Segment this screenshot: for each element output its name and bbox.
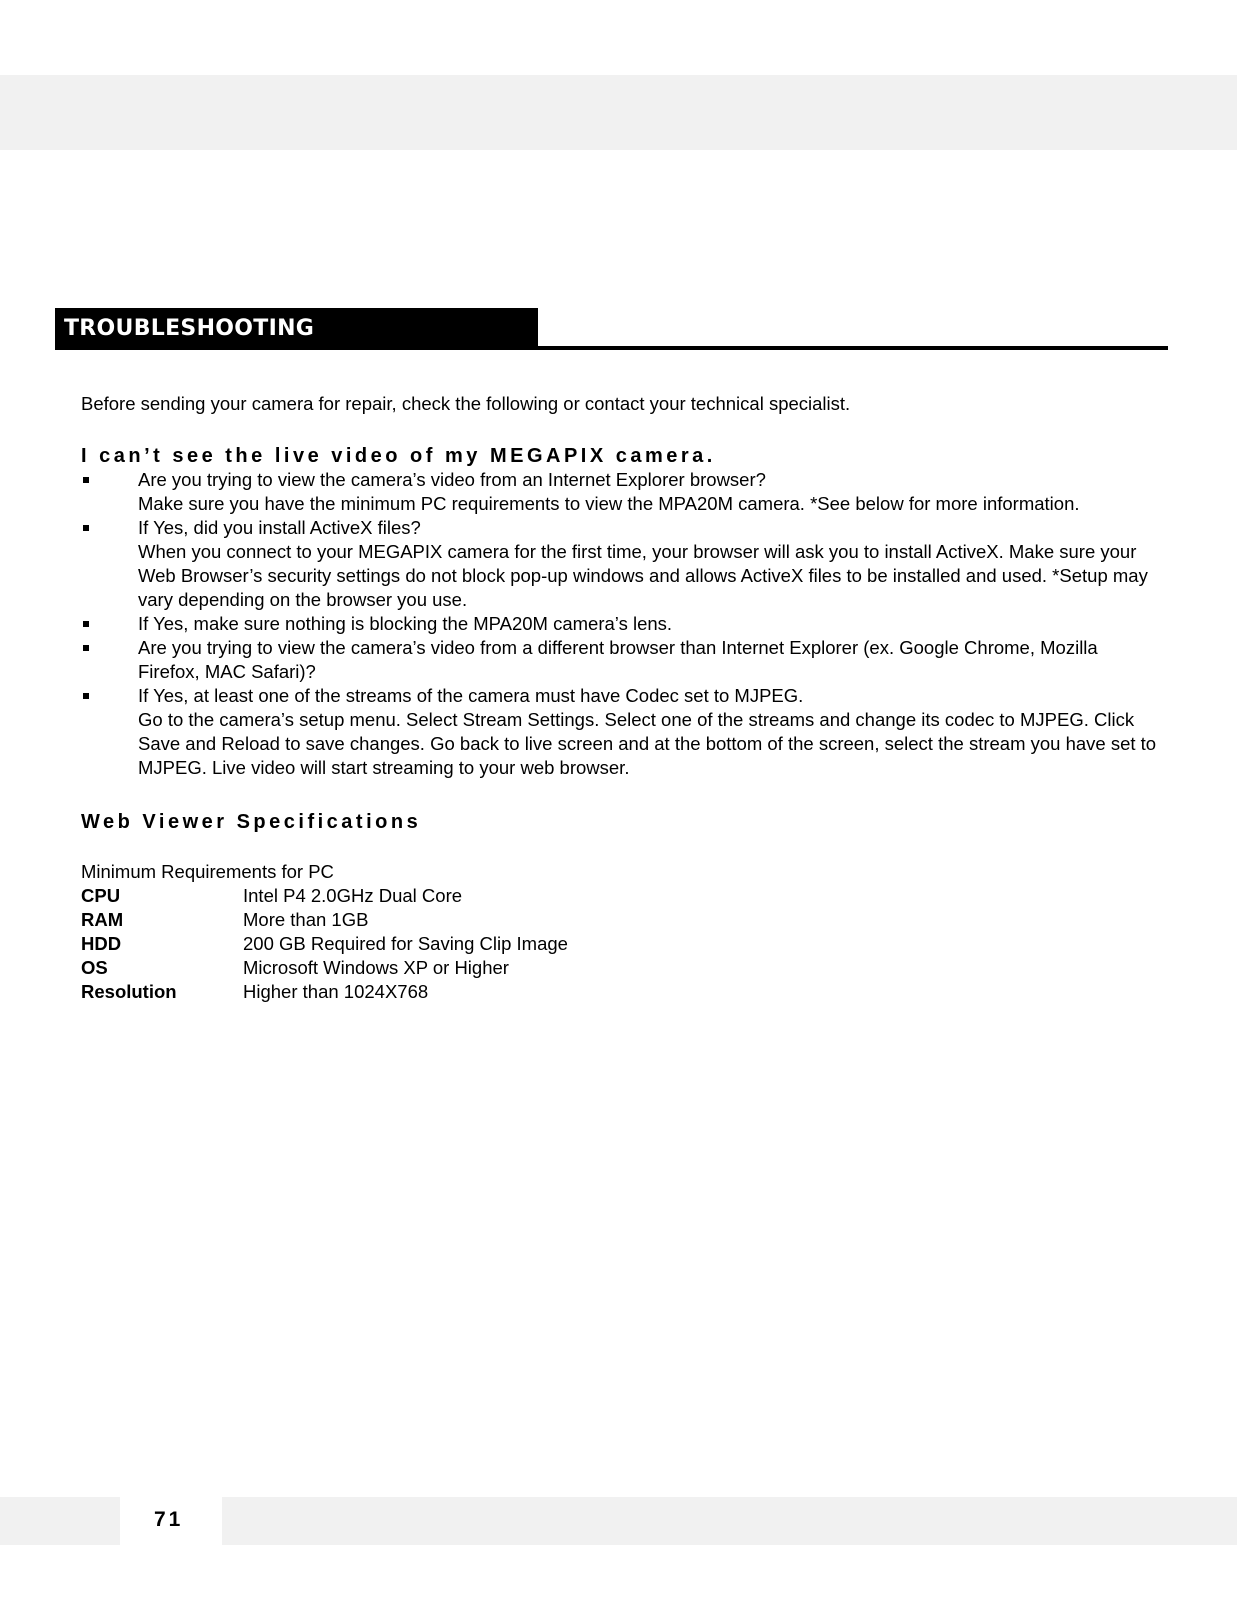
requirements-title: Minimum Requirements for PC [81,861,334,882]
spec-value: 200 GB Required for Saving Clip Image [243,933,568,954]
table-row [81,956,568,980]
spec-key: HDD [81,933,122,954]
bullet-icon [83,693,89,699]
list-item [81,468,1161,516]
list-item [81,612,1161,636]
bullet-icon [83,645,89,651]
spec-value: Higher than 1024X768 [243,981,429,1002]
spec-key: OS [81,957,108,978]
list-item [81,636,1161,684]
main-content [81,392,1161,1004]
bullet-icon [83,477,89,483]
section-title: TROUBLESHOOTING [55,308,538,350]
footer-band-left [0,1497,120,1545]
bullet-icon [83,525,89,531]
spec-key: CPU [81,885,121,906]
specs-heading: Web Viewer Specifications [81,811,422,833]
specs-table [81,884,568,1004]
spec-value: Microsoft Windows XP or Higher [243,957,509,978]
intro-text: Before sending your camera for repair, check the following or contact your technical specialist. [81,393,851,414]
tips-list [81,468,1161,780]
tip-main: If Yes, did you install ActiveX files? [138,517,421,538]
tip-main: If Yes, at least one of the streams of the camera must have Codec set to MJPEG. [138,685,804,706]
table-row [81,980,568,1004]
spec-value: Intel P4 2.0GHz Dual Core [243,885,463,906]
footer-band-right [222,1497,1237,1545]
list-item [81,684,1161,780]
top-band [0,75,1237,150]
question-heading: I can’t see the live video of my MEGAPIX camera. [81,445,716,467]
table-row [81,908,568,932]
tip-main: Are you trying to view the camera’s video from a different browser than Internet Explorer (ex. Google Chrome, Mozilla Firefox, MAC Safari)? [138,637,1098,682]
spec-key: Resolution [81,981,177,1002]
table-row [81,932,568,956]
list-item [81,516,1161,612]
tip-detail: Go to the camera’s setup menu. Select Stream Settings. Select one of the streams and change its codec to MJPEG. Click Save and Reload to save changes. Go back to live screen and at the bottom of the screen, select the stream you have set to MJPEG. Live video will start streaming to your web browser. [138,709,1157,778]
table-row [81,884,568,908]
spec-value: More than 1GB [243,909,369,930]
section-header [55,308,1168,350]
tip-detail: When you connect to your MEGAPIX camera for the first time, your browser will ask you to install ActiveX. Make sure your Web Browser’s security settings do not block pop-up windows and allows ActiveX files to be installed and used. *Setup may vary depending on the browser you use. [138,541,1148,610]
spec-key: RAM [81,909,124,930]
section-rule [538,346,1168,350]
tip-detail: Make sure you have the minimum PC requirements to view the MPA20M camera. *See below for more information. [138,493,1080,514]
page-number: 71 [154,1508,184,1531]
tip-main: Are you trying to view the camera’s video from an Internet Explorer browser? [138,469,766,490]
tip-main: If Yes, make sure nothing is blocking the MPA20M camera’s lens. [138,613,673,634]
bullet-icon [83,621,89,627]
